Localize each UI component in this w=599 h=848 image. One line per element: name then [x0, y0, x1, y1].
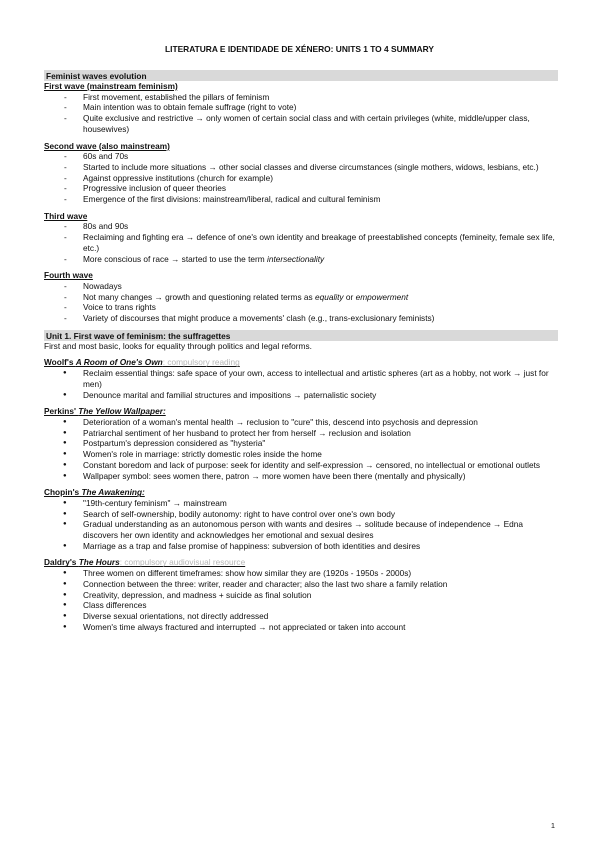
list-item: - Against oppressive institutions (church for example) — [44, 173, 558, 184]
list-third-wave — [44, 221, 558, 264]
italic-term: equality — [314, 291, 344, 302]
list-item: ● Search of self-ownership, bodily autonomy: right to have control over one's own body — [44, 509, 558, 520]
list-first-wave — [44, 92, 558, 135]
list-item-text: Not many changes → growth and questioning related terms as — [83, 291, 315, 302]
page-number: 1 — [550, 821, 555, 830]
list-item: ● Constant boredom and lack of purpose: seek for identity and self-expression → censored, no intellectual or emotional outlets — [44, 460, 558, 471]
list-item — [44, 292, 558, 303]
list-item: - Started to include more situations → other social classes and diverse circumstances (single mothers, widows, lesbians, etc.) — [44, 162, 558, 173]
list-item: - Progressive inclusion of queer theories — [44, 183, 558, 194]
subheading-third-wave: Third wave — [44, 210, 88, 221]
list-item: - 80s and 90s — [44, 221, 558, 232]
reading-note: : compulsory reading — [162, 357, 240, 368]
list-perkins — [44, 417, 558, 481]
subheading-first-wave: First wave (mainstream feminism) — [44, 81, 178, 91]
list-item — [44, 254, 558, 265]
work-title: A Room of One's Own — [75, 357, 163, 368]
list-item: - 60s and 70s — [44, 151, 558, 162]
list-chopin — [44, 498, 558, 552]
list-item: ● Connection between the three: writer, reader and character; also the last two share a family relation — [44, 579, 558, 590]
list-item: ● Wallpaper symbol: sees women there, patron → more women have been there (mentally and physically) — [44, 471, 558, 482]
list-item: ● Diverse sexual orientations, not directly addressed — [44, 611, 558, 622]
section-heading-waves: Feminist waves evolution — [44, 70, 558, 81]
list-item: ● Reclaim essential things: safe space of your own, access to intellectual and artistic spheres (art as a hobby, not work → just for men) — [44, 368, 558, 389]
subheading-perkins — [44, 406, 558, 417]
document-title: LITERATURA E IDENTIDADE DE XÉNERO: UNITS 1 TO 4 SUMMARY — [165, 44, 434, 54]
subheading-second-wave: Second wave (also mainstream) — [44, 140, 170, 151]
list-item: ● Three women on different timeframes: show how similar they are (1920s - 1950s - 2000s) — [44, 568, 558, 579]
work-title: The Hours — [78, 557, 120, 568]
author-name: Chopin's — [44, 487, 82, 498]
list-item: ● Marriage as a trap and false promise of happiness: subversion of both identities and desires — [44, 541, 558, 552]
list-item: ● Gradual understanding as an autonomous person with wants and desires → solitude because of independence → Edna discovers her own identity and acknowledges her emotional and sexual desires — [44, 519, 558, 540]
list-item: ● Women's role in marriage: strictly domestic roles inside the home — [44, 449, 558, 460]
work-title: The Awakening: — [81, 487, 145, 498]
list-item: ● Postpartum's depression considered as "hysteria" — [44, 438, 558, 449]
author-name: Woolf's — [44, 357, 76, 368]
list-item: ● Denounce marital and familial structures and impositions → paternalistic society — [44, 390, 558, 401]
list-item: ● Patriarchal sentiment of her husband to protect her from herself → reclusion and isolation — [44, 428, 558, 439]
list-item-text: or — [343, 291, 356, 302]
subheading-woolf — [44, 357, 558, 368]
list-item-text: More conscious of race → started to use the term — [83, 253, 267, 264]
italic-term: intersectionality — [267, 253, 325, 264]
list-item: - Nowadays — [44, 281, 558, 292]
list-item: - Reclaiming and fighting era → defence of one's own identity and breakage of preestablished concepts (femineity, female sex life, etc.) — [44, 232, 558, 253]
list-daldry — [44, 568, 558, 632]
subheading-fourth-wave: Fourth wave — [44, 270, 93, 281]
list-item: ● Women's time always fractured and interrupted → not appreciated or taken into account — [44, 622, 558, 633]
list-woolf — [44, 368, 558, 400]
author-name: Daldry's — [44, 557, 79, 568]
list-item: - Emergence of the first divisions: mainstream/liberal, radical and cultural feminism — [44, 194, 558, 205]
list-item: ● "19th-century feminism" → mainstream — [44, 498, 558, 509]
list-item: - Quite exclusive and restrictive → only women of certain social class and with certain privileges (white, middle/upper class, housewives) — [44, 113, 558, 134]
list-fourth-wave — [44, 281, 558, 324]
italic-term: empowerment — [355, 291, 409, 302]
list-item: ● Creativity, depression, and madness + suicide as final solution — [44, 590, 558, 601]
unit1-intro: First and most basic, looks for equality through politics and legal reforms. — [44, 340, 312, 351]
list-item: - Variety of discourses that might produce a movements' clash (e.g., trans-exclusionary feminists) — [44, 313, 558, 324]
resource-note: : compulsory audiovisual resource — [119, 557, 246, 568]
document-body — [44, 70, 558, 632]
list-item: ● Deterioration of a woman's mental health → reclusion to "cure" this, descend into psychosis and depression — [44, 417, 558, 428]
section-heading-unit1: Unit 1. First wave of feminism: the suffragettes — [44, 330, 558, 341]
list-item: - First movement, established the pillars of feminism — [44, 92, 558, 103]
subheading-daldry — [44, 557, 558, 568]
work-title: The Yellow Wallpaper: — [78, 406, 166, 417]
list-item: - Voice to trans rights — [44, 302, 558, 313]
author-name: Perkins' — [44, 406, 79, 417]
subheading-chopin — [44, 487, 558, 498]
list-item: - Main intention was to obtain female suffrage (right to vote) — [44, 102, 558, 113]
list-item: ● Class differences — [44, 600, 558, 611]
list-second-wave — [44, 151, 558, 205]
